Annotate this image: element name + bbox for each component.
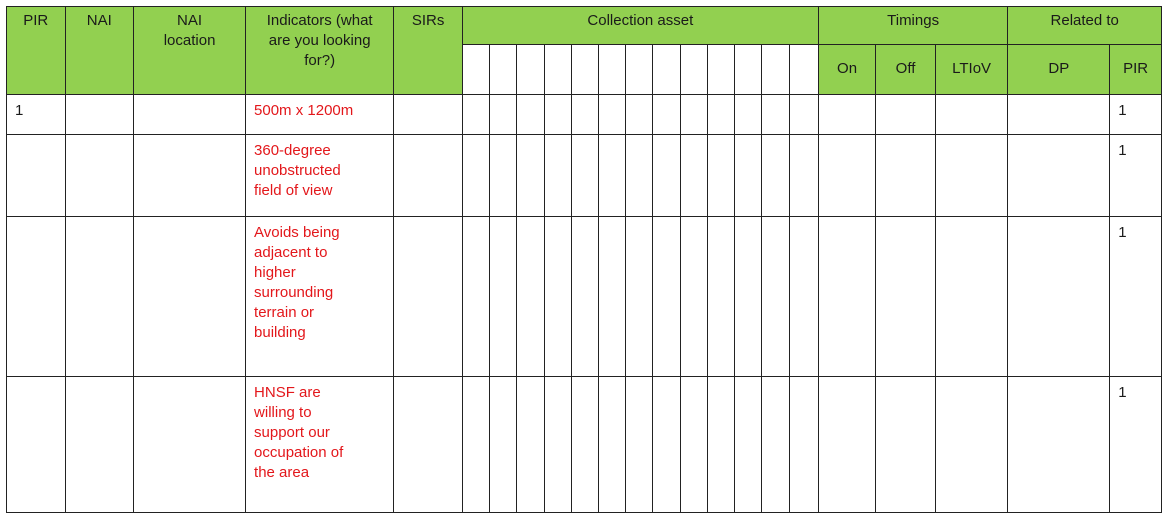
asset-cell <box>626 217 653 377</box>
header-related-pir: PIR <box>1110 45 1162 95</box>
header-indicators: Indicators (what are you looking for?) <box>246 7 394 95</box>
asset-cell <box>462 377 489 513</box>
asset-cell <box>789 95 818 135</box>
header-sirs: SIRs <box>394 7 463 95</box>
ltiov-cell <box>935 377 1008 513</box>
asset-cell <box>462 135 489 217</box>
asset-subcolumn <box>707 45 734 95</box>
header-nai-location: NAI location <box>134 7 246 95</box>
asset-subcolumn <box>598 45 625 95</box>
ltiov-cell <box>935 95 1008 135</box>
pir-cell <box>7 135 66 217</box>
asset-cell <box>544 377 571 513</box>
sirs-cell <box>394 135 463 217</box>
header-collection-asset: Collection asset <box>462 7 818 45</box>
asset-cell <box>598 217 625 377</box>
off-cell <box>876 135 936 217</box>
asset-cell <box>571 135 598 217</box>
header-nai: NAI <box>65 7 134 95</box>
asset-cell <box>544 135 571 217</box>
header-related-to: Related to <box>1008 7 1162 45</box>
nai-location-cell <box>134 95 246 135</box>
collection-matrix-table <box>6 6 1162 513</box>
asset-cell <box>517 217 544 377</box>
asset-cell <box>490 95 517 135</box>
asset-cell <box>680 95 707 135</box>
header-pir: PIR <box>7 7 66 95</box>
pir-cell: 1 <box>7 95 66 135</box>
asset-cell <box>544 217 571 377</box>
asset-cell <box>517 377 544 513</box>
pir-cell <box>7 217 66 377</box>
asset-cell <box>571 95 598 135</box>
asset-cell <box>762 95 789 135</box>
asset-subcolumn <box>626 45 653 95</box>
sirs-cell <box>394 377 463 513</box>
off-cell <box>876 217 936 377</box>
asset-cell <box>789 377 818 513</box>
asset-subcolumn <box>762 45 789 95</box>
dp-cell <box>1008 95 1110 135</box>
asset-cell <box>490 217 517 377</box>
asset-cell <box>653 217 680 377</box>
asset-cell <box>653 377 680 513</box>
asset-cell <box>735 95 762 135</box>
asset-cell <box>626 377 653 513</box>
asset-cell <box>653 95 680 135</box>
table-row <box>7 95 1162 135</box>
asset-cell <box>598 377 625 513</box>
on-cell <box>818 135 875 217</box>
asset-subcolumn <box>680 45 707 95</box>
header-on: On <box>818 45 875 95</box>
nai-cell <box>65 217 134 377</box>
asset-cell <box>707 95 734 135</box>
header-dp: DP <box>1008 45 1110 95</box>
asset-subcolumn <box>653 45 680 95</box>
asset-cell <box>707 135 734 217</box>
asset-cell <box>490 135 517 217</box>
ltiov-cell <box>935 135 1008 217</box>
asset-subcolumn <box>517 45 544 95</box>
asset-subcolumn <box>735 45 762 95</box>
asset-subcolumn <box>789 45 818 95</box>
asset-cell <box>571 217 598 377</box>
nai-location-cell <box>134 377 246 513</box>
indicator-cell: HNSF are willing to support our occupation of the area <box>246 377 394 513</box>
asset-cell <box>517 95 544 135</box>
header-row-top <box>7 7 1162 45</box>
on-cell <box>818 377 875 513</box>
related-pir-cell: 1 <box>1110 377 1162 513</box>
asset-cell <box>653 135 680 217</box>
off-cell <box>876 377 936 513</box>
asset-cell <box>598 135 625 217</box>
indicator-cell: Avoids being adjacent to higher surrounding terrain or building <box>246 217 394 377</box>
asset-cell <box>517 135 544 217</box>
asset-cell <box>490 377 517 513</box>
on-cell <box>818 95 875 135</box>
nai-location-cell <box>134 217 246 377</box>
header-ltiov: LTIoV <box>935 45 1008 95</box>
related-pir-cell: 1 <box>1110 217 1162 377</box>
nai-cell <box>65 135 134 217</box>
asset-cell <box>735 217 762 377</box>
asset-cell <box>735 377 762 513</box>
related-pir-cell: 1 <box>1110 135 1162 217</box>
asset-subcolumn <box>462 45 489 95</box>
asset-cell <box>626 135 653 217</box>
header-off: Off <box>876 45 936 95</box>
indicator-cell: 500m x 1200m <box>246 95 394 135</box>
asset-cell <box>462 95 489 135</box>
table-row <box>7 217 1162 377</box>
nai-cell <box>65 377 134 513</box>
asset-cell <box>680 135 707 217</box>
asset-cell <box>789 217 818 377</box>
header-timings: Timings <box>818 7 1008 45</box>
table-row <box>7 135 1162 217</box>
sirs-cell <box>394 95 463 135</box>
sirs-cell <box>394 217 463 377</box>
related-pir-cell: 1 <box>1110 95 1162 135</box>
pir-cell <box>7 377 66 513</box>
on-cell <box>818 217 875 377</box>
asset-cell <box>707 217 734 377</box>
nai-location-cell <box>134 135 246 217</box>
asset-subcolumn <box>490 45 517 95</box>
ltiov-cell <box>935 217 1008 377</box>
dp-cell <box>1008 377 1110 513</box>
dp-cell <box>1008 135 1110 217</box>
asset-cell <box>762 377 789 513</box>
asset-cell <box>789 135 818 217</box>
asset-subcolumn <box>544 45 571 95</box>
asset-cell <box>598 95 625 135</box>
asset-cell <box>462 217 489 377</box>
asset-cell <box>707 377 734 513</box>
asset-cell <box>680 217 707 377</box>
asset-cell <box>762 135 789 217</box>
dp-cell <box>1008 217 1110 377</box>
asset-cell <box>544 95 571 135</box>
asset-cell <box>735 135 762 217</box>
indicator-cell: 360-degree unobstructed field of view <box>246 135 394 217</box>
nai-cell <box>65 95 134 135</box>
asset-cell <box>626 95 653 135</box>
asset-cell <box>762 217 789 377</box>
asset-subcolumn <box>571 45 598 95</box>
asset-cell <box>680 377 707 513</box>
off-cell <box>876 95 936 135</box>
asset-cell <box>571 377 598 513</box>
table-row <box>7 377 1162 513</box>
